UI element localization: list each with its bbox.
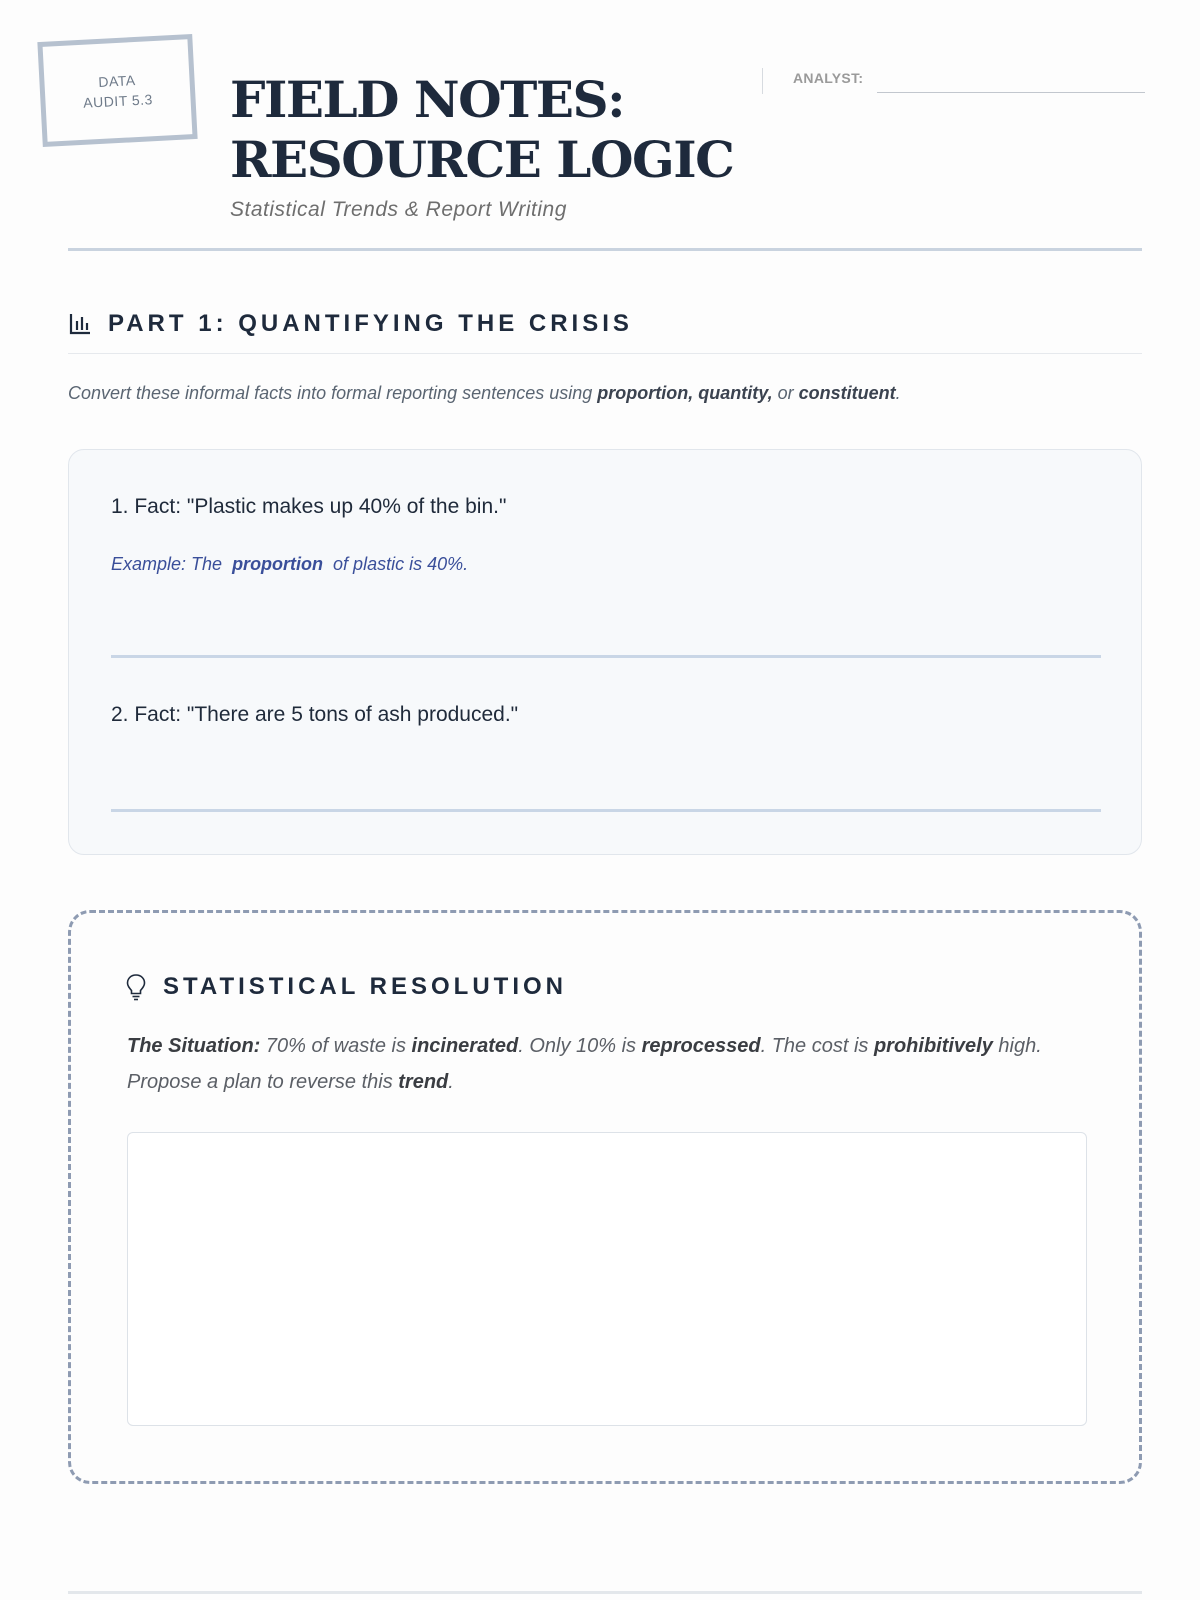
- fact-1-answer-line[interactable]: [111, 655, 1101, 658]
- example-suffix: of plastic is 40%.: [333, 554, 469, 574]
- instructions-suffix: .: [895, 383, 901, 403]
- part1-heading: [68, 310, 633, 338]
- example-prefix: Example: The: [111, 554, 223, 574]
- page-title-line-2: RESOURCE LOGIC: [230, 130, 734, 189]
- part1-divider: [68, 353, 1142, 354]
- statistical-resolution-box: [68, 910, 1142, 1484]
- resolution-title: STATISTICAL RESOLUTION: [163, 973, 567, 1000]
- instructions-term-2: constituent: [798, 383, 896, 403]
- title-block: [230, 70, 733, 222]
- analyst-label: ANALYST:: [793, 70, 864, 86]
- instructions-or: or: [772, 383, 799, 403]
- term-prohibitively: prohibitively: [873, 1035, 993, 1057]
- fact-2: 2. Fact: "There are 5 tons of ash produced.": [111, 703, 519, 726]
- example-term: proportion: [232, 554, 324, 574]
- instructions-term-1: proportion, quantity,: [597, 383, 773, 403]
- page-title-line-1: FIELD NOTES:: [230, 70, 625, 129]
- stamp-line-2: AUDIT 5.3: [82, 90, 154, 111]
- resolution-heading: [125, 973, 567, 1001]
- instructions-prefix: Convert these informal facts into formal reporting sentences using: [68, 383, 598, 403]
- facts-card: [68, 449, 1142, 855]
- analyst-divider: [762, 68, 763, 94]
- situation-part-2: . Only 10% is: [518, 1035, 642, 1057]
- term-reprocessed: reprocessed: [641, 1035, 761, 1057]
- situation-part-4: high. Propose a plan to reverse this: [127, 1035, 1042, 1093]
- analyst-name-line[interactable]: [877, 92, 1145, 93]
- fact-2-answer-line[interactable]: [111, 809, 1101, 812]
- term-trend: trend: [398, 1071, 449, 1093]
- bar-chart-icon: [68, 312, 92, 336]
- stamp-line-1: DATA: [97, 71, 136, 90]
- plan-answer-box[interactable]: [127, 1132, 1087, 1426]
- part1-title: PART 1: QUANTIFYING THE CRISIS: [108, 310, 633, 337]
- page-subtitle: Statistical Trends & Report Writing: [230, 198, 567, 221]
- situation-label: The Situation:: [127, 1035, 261, 1057]
- term-incinerated: incinerated: [411, 1035, 519, 1057]
- situation-part-1: 70% of waste is: [260, 1035, 412, 1057]
- header-divider: [68, 248, 1142, 251]
- data-audit-stamp: [37, 34, 197, 147]
- lightbulb-icon: [125, 973, 147, 1001]
- part1-instructions: [68, 383, 901, 404]
- situation-text: [127, 1028, 1067, 1100]
- analyst-field: [762, 68, 1145, 94]
- situation-part-3: . The cost is: [760, 1035, 874, 1057]
- situation-part-5: .: [448, 1071, 454, 1093]
- page-title: [230, 70, 733, 190]
- footer-divider: [68, 1591, 1142, 1594]
- fact-1-example: [111, 554, 468, 575]
- fact-1: 1. Fact: "Plastic makes up 40% of the bin.": [111, 495, 507, 518]
